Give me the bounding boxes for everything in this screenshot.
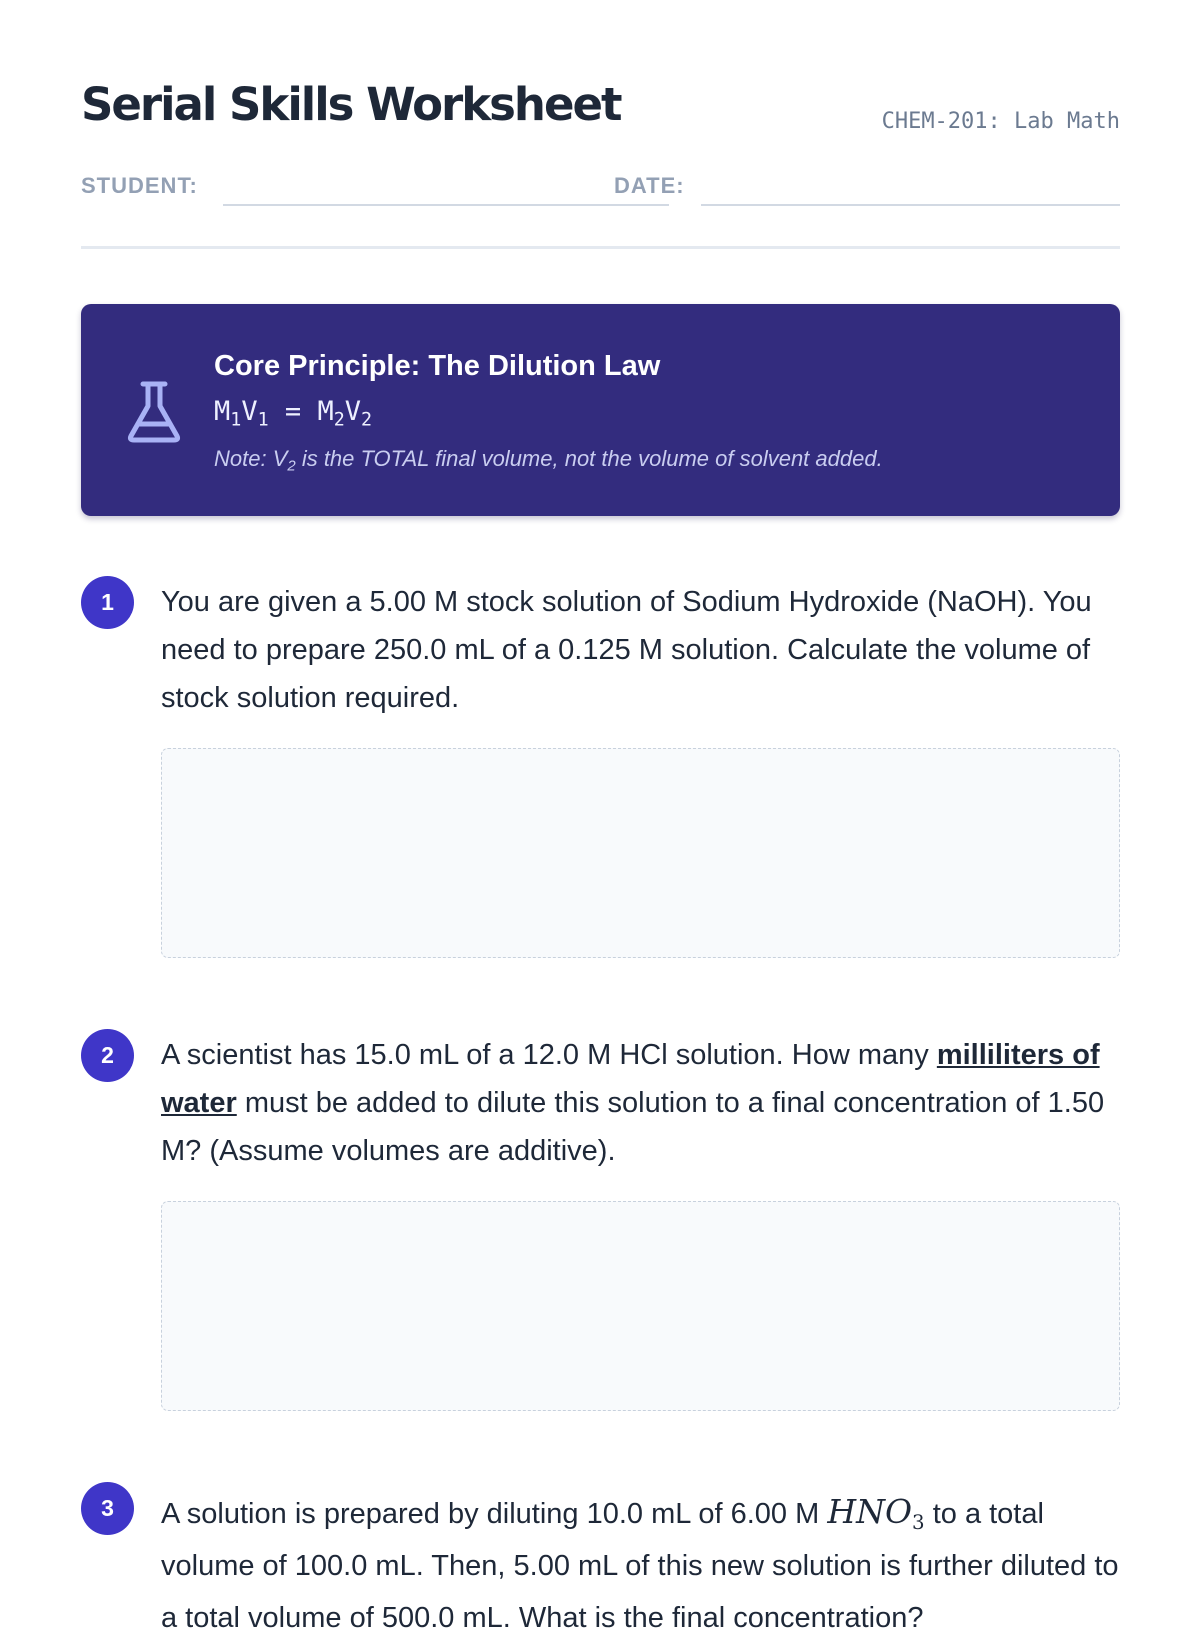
question-text: A solution is prepared by diluting 10.0 mL of 6.00 M $HNO_3$ to a total volume of 100.0 mL. Then, 5.00 mL of this new solution is further diluted to a total volume of 500.0 mL. What is the final concentration? [161,1492,1119,1634]
principle-title: Core Principle: The Dilution Law [214,350,661,382]
core-principle-banner [81,304,1120,516]
date-field[interactable] [701,204,1120,206]
emphasized-phrase: milliliters of water [161,1039,1100,1119]
principle-note: Note: $V_2$ is the TOTAL final volume, not the volume of solvent added. [214,446,883,475]
course-code: CHEM-201: Lab Math [881,109,1120,134]
question-number-badge: 3 [81,1482,134,1535]
flask-icon [125,378,183,444]
question-text: You are given a 5.00 M stock solution of Sodium Hydroxide (NaOH). You need to prepare 250.0 mL of a 0.125 M solution. Calculate the volume of stock solution required. [161,586,1092,714]
answer-box-2[interactable] [161,1201,1120,1411]
question-number-badge: 1 [81,576,134,629]
question-number-badge: 2 [81,1029,134,1082]
header-divider [81,246,1120,249]
page-title: Serial Skills Worksheet [81,78,621,131]
answer-box-1[interactable] [161,748,1120,958]
chemical-formula: $HNO_3$ [827,1492,925,1534]
student-label: STUDENT: [81,173,198,198]
dilution-formula: $M_1V_1 = M_2V_2$ [214,396,373,431]
question-text: A scientist has 15.0 mL of a 12.0 M HCl solution. How many milliliters of water must be added to dilute this solution to a final concentration of 1.50 M? (Assume volumes are additive). [161,1039,1105,1167]
date-label: DATE: [614,173,685,198]
student-name-field[interactable] [223,204,669,206]
